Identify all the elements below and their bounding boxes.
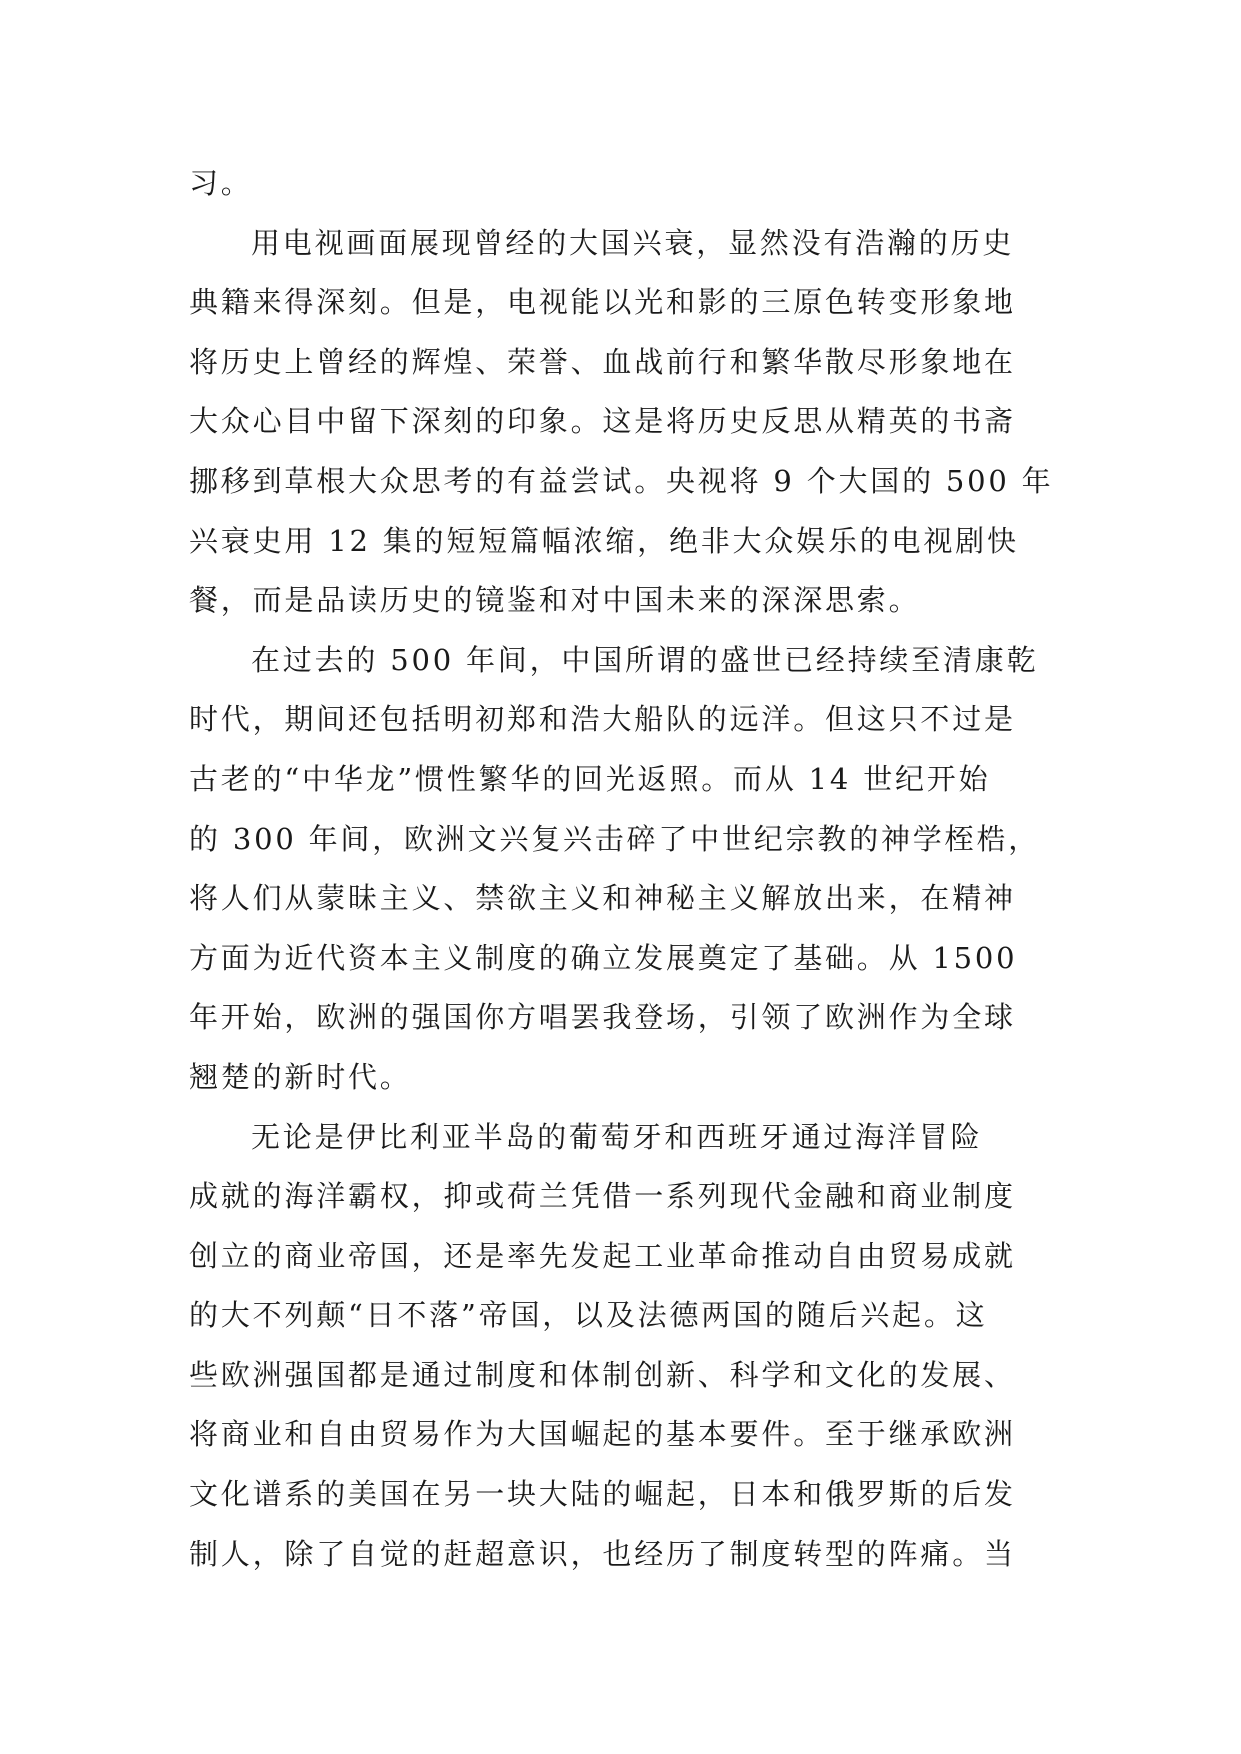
text-line: 用电视画面展现曾经的大国兴衰，显然没有浩瀚的历史 — [251, 225, 1015, 260]
text-line: 成就的海洋霸权，抑或荷兰凭借一系列现代金融和商业制度 — [189, 1179, 1016, 1214]
text-line: 方面为近代资本主义制度的确立发展奠定了基础。从 1500 — [189, 940, 1018, 975]
text-line: 翘楚的新时代。 — [189, 1059, 412, 1094]
text-line: 创立的商业帝国，还是率先发起工业革命推动自由贸易成就 — [189, 1238, 1016, 1273]
text-line: 古老的“中华龙”惯性繁华的回光返照。而从 14 世纪开始 — [189, 761, 991, 796]
text-line: 餐，而是品读历史的镜鉴和对中国未来的深深思索。 — [189, 583, 921, 618]
text-line: 习。 — [189, 166, 253, 200]
text-line: 将历史上曾经的辉煌、荣誉、血战前行和繁华散尽形象地在 — [189, 344, 1016, 379]
text-line: 典籍来得深刻。但是，电视能以光和影的三原色转变形象地 — [189, 285, 1016, 320]
text-line: 时代，期间还包括明初郑和浩大船队的远洋。但这只不过是 — [189, 702, 1016, 737]
text-line: 些欧洲强国都是通过制度和体制创新、科学和文化的发展、 — [189, 1357, 1016, 1392]
body-text — [189, 154, 1059, 1584]
text-line: 大众心目中留下深刻的印象。这是将历史反思从精英的书斋 — [189, 404, 1016, 439]
text-line: 将人们从蒙昧主义、禁欲主义和神秘主义解放出来，在精神 — [189, 881, 1016, 916]
text-line: 挪移到草根大众思考的有益尝试。央视将 9 个大国的 500 年 — [189, 463, 1054, 498]
text-line: 文化谱系的美国在另一块大陆的崛起，日本和俄罗斯的后发 — [189, 1477, 1016, 1512]
text-line: 在过去的 500 年间，中国所谓的盛世已经持续至清康乾 — [251, 642, 1039, 677]
text-line: 兴衰史用 12 集的短短篇幅浓缩，绝非大众娱乐的电视剧快 — [189, 523, 1019, 558]
text-line: 将商业和自由贸易作为大国崛起的基本要件。至于继承欧洲 — [189, 1417, 1016, 1452]
text-line: 年开始，欧洲的强国你方唱罢我登场，引领了欧洲作为全球 — [189, 1000, 1016, 1035]
text-line: 的 300 年间，欧洲文兴复兴击碎了中世纪宗教的神学桎梏， — [189, 821, 1040, 856]
text-line: 的大不列颠“日不落”帝国，以及法德两国的随后兴起。这 — [189, 1298, 988, 1333]
text-line: 无论是伊比利亚半岛的葡萄牙和西班牙通过海洋冒险 — [251, 1119, 983, 1154]
text-line: 制人，除了自觉的赶超意识，也经历了制度转型的阵痛。当 — [189, 1536, 1016, 1571]
